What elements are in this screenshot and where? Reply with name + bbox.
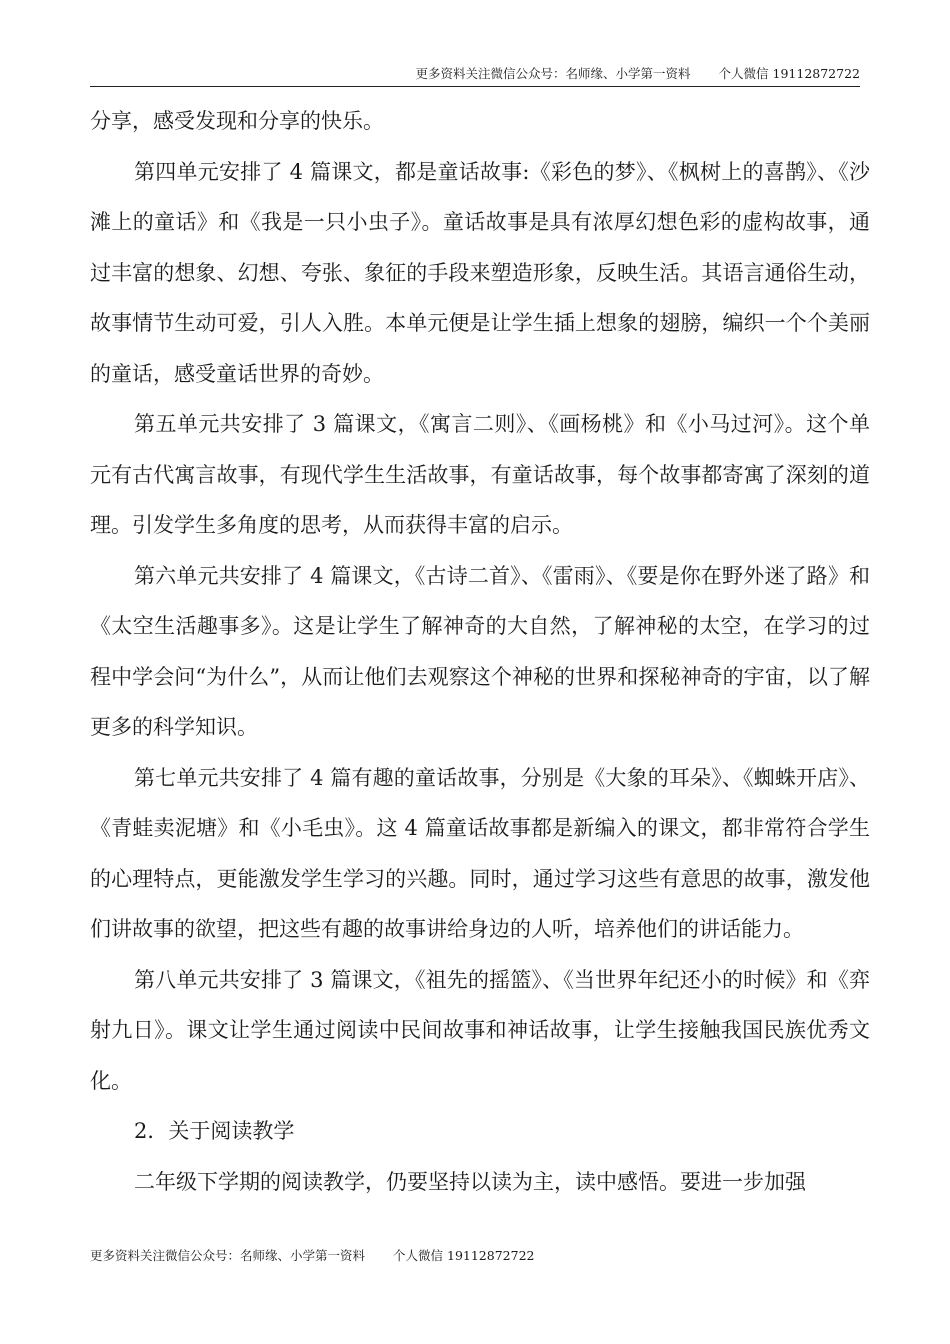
paragraph-unit-six: 第六单元共安排了 4 篇课文，《古诗二首》、《雷雨》、《要是你在野外迷了路》和《太空生活趣事多》。这是让学生了解神奇的大自然，了解神秘的太空，在学习的过程中学会问“为什么”，从而让他们去观察这个神秘的世界和探秘神奇的宇宙，以了解更多的科学知识。 [90,563,870,739]
paragraph-reading-teaching: 二年级下学期的阅读教学，仍要坚持以读为主，读中感悟。要进一步加强 [134,1169,806,1194]
footer-wechat-text: 个人微信 19112872722 [393,1248,535,1263]
document-body [90,96,870,1207]
section-heading-reading: 2．关于阅读教学 [134,1119,295,1143]
header-wechat-text: 个人微信 19112872722 [718,66,860,81]
page-footer [90,1246,534,1264]
paragraph-unit-eight: 第八单元共安排了 3 篇课文，《祖先的摇篮》、《当世界年纪还小的时候》和《弈射九日》。课文让学生通过阅读中民间故事和神话故事，让学生接触我国民族优秀文化。 [90,967,870,1093]
paragraph-unit-five: 第五单元共安排了 3 篇课文，《寓言二则》、《画杨桃》和《小马过河》。这个单元有古代寓言故事，有现代学生生活故事，有童话故事，每个故事都寄寓了深刻的道理。引发学生多角度的思考，从而获得丰富的启示。 [90,412,870,537]
page-header [90,62,860,87]
header-text [416,64,860,82]
paragraph-continuation: 分享，感受发现和分享的快乐。 [90,109,384,133]
paragraph-unit-seven: 第七单元共安排了 4 篇有趣的童话故事，分别是《大象的耳朵》、《蜘蛛开店》、《青蛙卖泥塘》和《小毛虫》。这 4 篇童话故事都是新编入的课文，都非常符合学生的心理特点，更能激发学生学习的兴趣。同时，通过学习这些有意思的故事，激发他们讲故事的欲望，把这些有趣的故事讲给身边的人听，培养他们的讲话能力。 [90,765,870,941]
paragraph-unit-four: 第四单元安排了 4 篇课文，都是童话故事:《彩色的梦》、《枫树上的喜鹊》、《沙滩上的童话》和《我是一只小虫子》。童话故事是具有浓厚幻想色彩的虚构故事，通过丰富的想象、幻想、夸张、象征的手段来塑造形象，反映生活。其语言通俗生动，故事情节生动可爱，引人入胜。本单元便是让学生插上想象的翅膀，编织一个个美丽的童话，感受童话世界的奇妙。 [90,159,870,386]
header-source-text: 更多资料关注微信公众号：名师缘、小学第一资料 [415,66,691,81]
footer-source-text: 更多资料关注微信公众号：名师缘、小学第一资料 [90,1248,366,1263]
